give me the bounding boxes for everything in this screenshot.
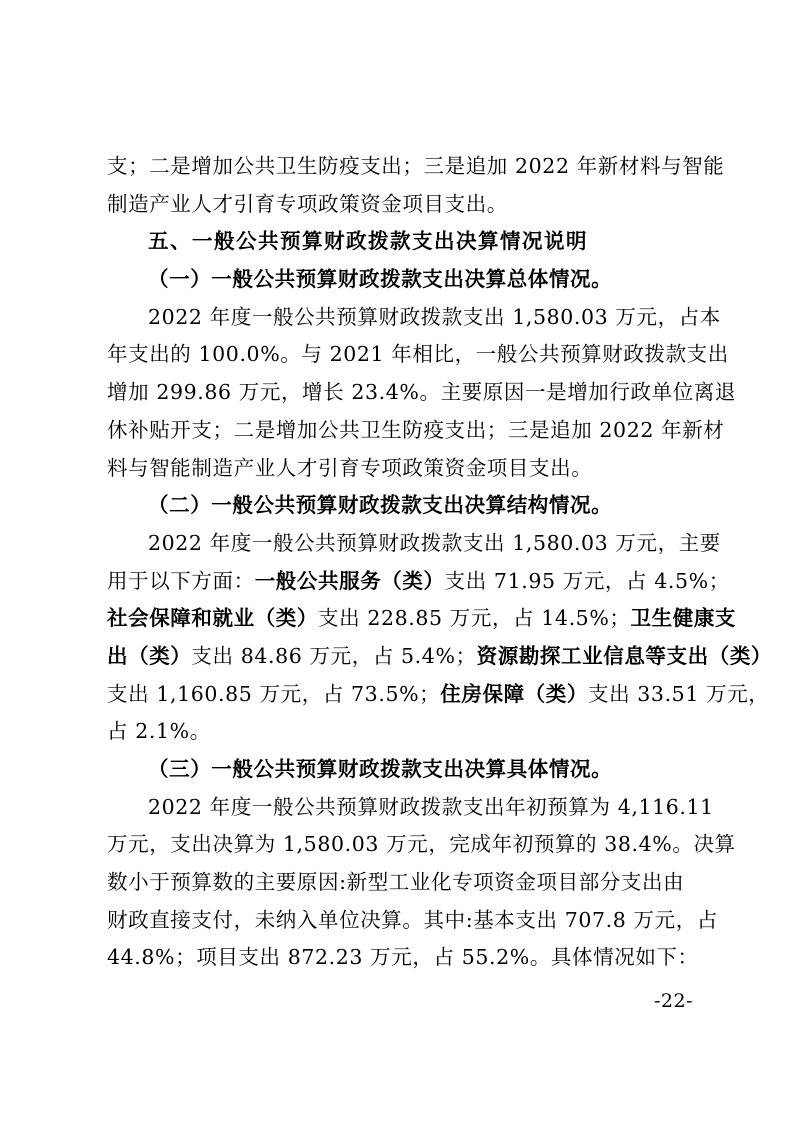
- category-label: 资源勘探工业信息等支出（类）: [476, 643, 773, 668]
- subsection-heading: （一）一般公共预算财政拨款支出决算总体情况。: [148, 267, 613, 292]
- body-line: 增加 299.86 万元，增长 23.4%。主要原因一是增加行政单位离退: [107, 380, 737, 405]
- body-line: 休补贴开支；二是增加公共卫生防疫支出；三是追加 2022 年新材: [107, 417, 725, 442]
- category-label: 住房保障（类）: [440, 681, 588, 706]
- body-line: 2022 年度一般公共预算财政拨款支出 1,580.03 万元，占本: [148, 304, 721, 329]
- body-line: 占 2.1%。: [107, 719, 211, 744]
- body-text: 支出 1,160.85 万元，占 73.5%；: [107, 681, 441, 706]
- body-line: 制造产业人才引育专项政策资金项目支出。: [107, 191, 508, 216]
- category-label: 卫生健康支: [630, 606, 737, 631]
- body-line: 2022 年度一般公共预算财政拨款支出 1,580.03 万元，主要: [148, 530, 721, 555]
- body-line: 2022 年度一般公共预算财政拨款支出年初预算为 4,116.11: [148, 794, 714, 819]
- body-line: 数小于预算数的主要原因:新型工业化专项资金项目部分支出由: [107, 870, 685, 895]
- category-label: 出（类）: [107, 643, 192, 668]
- body-line: [107, 600, 737, 638]
- body-line: 年支出的 100.0%。与 2021 年相比，一般公共预算财政拨款支出: [107, 342, 729, 367]
- body-text: 支出 228.85 万元，占 14.5%；: [318, 606, 631, 631]
- body-line: 44.8%；项目支出 872.23 万元，占 55.2%。具体情况如下：: [107, 945, 699, 970]
- body-line: [107, 638, 773, 676]
- body-text: 用于以下方面：: [107, 568, 255, 593]
- body-text: 支出 84.86 万元，占 5.4%；: [191, 643, 477, 668]
- category-label: 一般公共服务（类）: [254, 568, 445, 593]
- body-line: 财政直接支付，未纳入单位决算。其中:基本支出 707.8 万元，占: [107, 907, 718, 932]
- body-text: 支出 33.51 万元，: [587, 681, 770, 706]
- section-heading: 五、一般公共预算财政拨款支出决算情况说明: [148, 229, 588, 254]
- document-body: [107, 148, 773, 977]
- body-line: [107, 563, 730, 601]
- body-line: 料与智能制造产业人才引育专项政策资金项目支出。: [107, 455, 593, 480]
- subsection-heading: （二）一般公共预算财政拨款支出决算结构情况。: [148, 493, 613, 518]
- body-line: 万元，支出决算为 1,580.03 万元，完成年初预算的 38.4%。决算: [107, 832, 736, 857]
- body-text: 支出 71.95 万元，占 4.5%；: [444, 568, 730, 593]
- body-line: 支；二是增加公共卫生防疫支出；三是追加 2022 年新材料与智能: [107, 154, 725, 178]
- category-label: 社会保障和就业（类）: [107, 606, 318, 631]
- page-number: -22-: [653, 990, 693, 1012]
- body-line: [107, 676, 770, 714]
- subsection-heading: （三）一般公共预算财政拨款支出决算具体情况。: [148, 757, 613, 781]
